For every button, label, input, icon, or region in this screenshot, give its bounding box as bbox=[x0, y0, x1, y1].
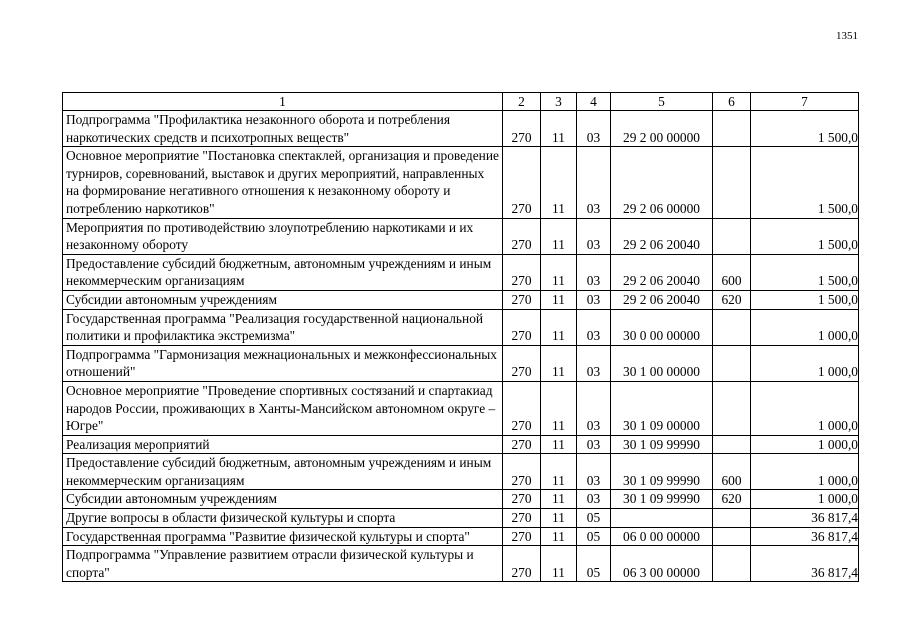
cell-expense-type bbox=[713, 509, 751, 528]
cell-subsection: 05 bbox=[577, 509, 611, 528]
page-number: 1351 bbox=[836, 30, 858, 42]
cell-expense-type: 600 bbox=[713, 254, 751, 290]
cell-ministry-code: 270 bbox=[503, 490, 541, 509]
cell-name: Мероприятия по противодействию злоупотреблению наркотиками и их незаконному обороту bbox=[63, 218, 503, 254]
cell-target-article bbox=[611, 509, 713, 528]
cell-ministry-code: 270 bbox=[503, 435, 541, 454]
cell-expense-type bbox=[713, 435, 751, 454]
cell-amount: 1 500,0 bbox=[751, 111, 859, 147]
cell-name: Субсидии автономным учреждениям bbox=[63, 490, 503, 509]
cell-expense-type: 600 bbox=[713, 454, 751, 490]
header-cell-7: 7 bbox=[751, 93, 859, 111]
cell-ministry-code: 270 bbox=[503, 454, 541, 490]
cell-amount: 1 500,0 bbox=[751, 254, 859, 290]
cell-amount: 1 000,0 bbox=[751, 435, 859, 454]
cell-section: 11 bbox=[541, 147, 577, 218]
table-row bbox=[63, 345, 859, 381]
cell-amount: 36 817,4 bbox=[751, 509, 859, 528]
cell-name: Предоставление субсидий бюджетным, автономным учреждениям и иным некоммерческим организациям bbox=[63, 254, 503, 290]
cell-amount: 1 500,0 bbox=[751, 147, 859, 218]
cell-subsection: 03 bbox=[577, 490, 611, 509]
cell-expense-type bbox=[713, 147, 751, 218]
cell-ministry-code: 270 bbox=[503, 345, 541, 381]
cell-ministry-code: 270 bbox=[503, 509, 541, 528]
cell-amount: 1 000,0 bbox=[751, 454, 859, 490]
table-row bbox=[63, 546, 859, 582]
cell-target-article: 29 2 00 00000 bbox=[611, 111, 713, 147]
cell-amount: 1 000,0 bbox=[751, 309, 859, 345]
cell-amount: 1 000,0 bbox=[751, 345, 859, 381]
table-row bbox=[63, 509, 859, 528]
cell-name: Государственная программа "Развитие физической культуры и спорта" bbox=[63, 527, 503, 546]
table-row bbox=[63, 435, 859, 454]
table-row bbox=[63, 454, 859, 490]
cell-ministry-code: 270 bbox=[503, 309, 541, 345]
table-header-row bbox=[63, 93, 859, 111]
cell-section: 11 bbox=[541, 435, 577, 454]
cell-expense-type bbox=[713, 527, 751, 546]
cell-section: 11 bbox=[541, 546, 577, 582]
cell-subsection: 03 bbox=[577, 218, 611, 254]
cell-expense-type: 620 bbox=[713, 490, 751, 509]
cell-target-article: 29 2 06 20040 bbox=[611, 290, 713, 309]
cell-subsection: 03 bbox=[577, 381, 611, 435]
cell-subsection: 03 bbox=[577, 454, 611, 490]
table-row bbox=[63, 218, 859, 254]
cell-name: Подпрограмма "Профилактика незаконного оборота и потребления наркотических средств и психотропных веществ" bbox=[63, 111, 503, 147]
cell-target-article: 29 2 06 00000 bbox=[611, 147, 713, 218]
cell-target-article: 30 1 09 99990 bbox=[611, 490, 713, 509]
cell-expense-type bbox=[713, 546, 751, 582]
cell-target-article: 30 1 00 00000 bbox=[611, 345, 713, 381]
cell-section: 11 bbox=[541, 309, 577, 345]
cell-name: Предоставление субсидий бюджетным, автономным учреждениям и иным некоммерческим организациям bbox=[63, 454, 503, 490]
cell-amount: 36 817,4 bbox=[751, 527, 859, 546]
cell-expense-type bbox=[713, 345, 751, 381]
cell-amount: 1 500,0 bbox=[751, 290, 859, 309]
cell-name: Реализация мероприятий bbox=[63, 435, 503, 454]
cell-section: 11 bbox=[541, 509, 577, 528]
header-cell-2: 2 bbox=[503, 93, 541, 111]
cell-subsection: 03 bbox=[577, 147, 611, 218]
cell-section: 11 bbox=[541, 345, 577, 381]
header-cell-6: 6 bbox=[713, 93, 751, 111]
cell-name: Основное мероприятие "Проведение спортивных состязаний и спартакиад народов России, проживающих в Ханты-Мансийском автономном округе – Югре" bbox=[63, 381, 503, 435]
cell-target-article: 30 1 09 99990 bbox=[611, 435, 713, 454]
cell-name: Другие вопросы в области физической культуры и спорта bbox=[63, 509, 503, 528]
cell-name: Государственная программа "Реализация государственной национальной политики и профилактика экстремизма" bbox=[63, 309, 503, 345]
cell-section: 11 bbox=[541, 290, 577, 309]
cell-subsection: 03 bbox=[577, 309, 611, 345]
table-row bbox=[63, 527, 859, 546]
table-row bbox=[63, 147, 859, 218]
cell-ministry-code: 270 bbox=[503, 147, 541, 218]
cell-expense-type bbox=[713, 111, 751, 147]
budget-table bbox=[62, 92, 859, 582]
cell-amount: 1 000,0 bbox=[751, 490, 859, 509]
cell-section: 11 bbox=[541, 454, 577, 490]
header-cell-name: 1 bbox=[63, 93, 503, 111]
cell-subsection: 03 bbox=[577, 290, 611, 309]
cell-name: Подпрограмма "Управление развитием отрасли физической культуры и спорта" bbox=[63, 546, 503, 582]
table-row bbox=[63, 111, 859, 147]
cell-target-article: 30 0 00 00000 bbox=[611, 309, 713, 345]
cell-subsection: 05 bbox=[577, 527, 611, 546]
cell-subsection: 03 bbox=[577, 435, 611, 454]
cell-target-article: 29 2 06 20040 bbox=[611, 218, 713, 254]
cell-ministry-code: 270 bbox=[503, 527, 541, 546]
cell-name: Подпрограмма "Гармонизация межнациональных и межконфессиональных отношений" bbox=[63, 345, 503, 381]
table-row bbox=[63, 290, 859, 309]
cell-name: Основное мероприятие "Постановка спектаклей, организация и проведение турниров, соревнований, выставок и других мероприятий, направленных на формирование негативного отношения к незаконному обороту и потреблению наркотиков" bbox=[63, 147, 503, 218]
table-row bbox=[63, 309, 859, 345]
cell-section: 11 bbox=[541, 527, 577, 546]
cell-ministry-code: 270 bbox=[503, 381, 541, 435]
cell-target-article: 06 0 00 00000 bbox=[611, 527, 713, 546]
header-cell-4: 4 bbox=[577, 93, 611, 111]
cell-ministry-code: 270 bbox=[503, 111, 541, 147]
cell-target-article: 30 1 09 00000 bbox=[611, 381, 713, 435]
cell-section: 11 bbox=[541, 490, 577, 509]
table-row bbox=[63, 381, 859, 435]
cell-amount: 1 000,0 bbox=[751, 381, 859, 435]
cell-section: 11 bbox=[541, 218, 577, 254]
cell-amount: 36 817,4 bbox=[751, 546, 859, 582]
cell-subsection: 03 bbox=[577, 111, 611, 147]
cell-ministry-code: 270 bbox=[503, 218, 541, 254]
cell-section: 11 bbox=[541, 381, 577, 435]
cell-expense-type: 620 bbox=[713, 290, 751, 309]
cell-amount: 1 500,0 bbox=[751, 218, 859, 254]
cell-subsection: 03 bbox=[577, 345, 611, 381]
table-row bbox=[63, 254, 859, 290]
cell-ministry-code: 270 bbox=[503, 290, 541, 309]
cell-section: 11 bbox=[541, 111, 577, 147]
cell-name: Субсидии автономным учреждениям bbox=[63, 290, 503, 309]
cell-expense-type bbox=[713, 218, 751, 254]
cell-ministry-code: 270 bbox=[503, 254, 541, 290]
header-cell-5: 5 bbox=[611, 93, 713, 111]
cell-expense-type bbox=[713, 381, 751, 435]
cell-target-article: 29 2 06 20040 bbox=[611, 254, 713, 290]
cell-section: 11 bbox=[541, 254, 577, 290]
header-cell-3: 3 bbox=[541, 93, 577, 111]
cell-target-article: 06 3 00 00000 bbox=[611, 546, 713, 582]
cell-target-article: 30 1 09 99990 bbox=[611, 454, 713, 490]
cell-subsection: 05 bbox=[577, 546, 611, 582]
table-row bbox=[63, 490, 859, 509]
cell-subsection: 03 bbox=[577, 254, 611, 290]
cell-expense-type bbox=[713, 309, 751, 345]
cell-ministry-code: 270 bbox=[503, 546, 541, 582]
